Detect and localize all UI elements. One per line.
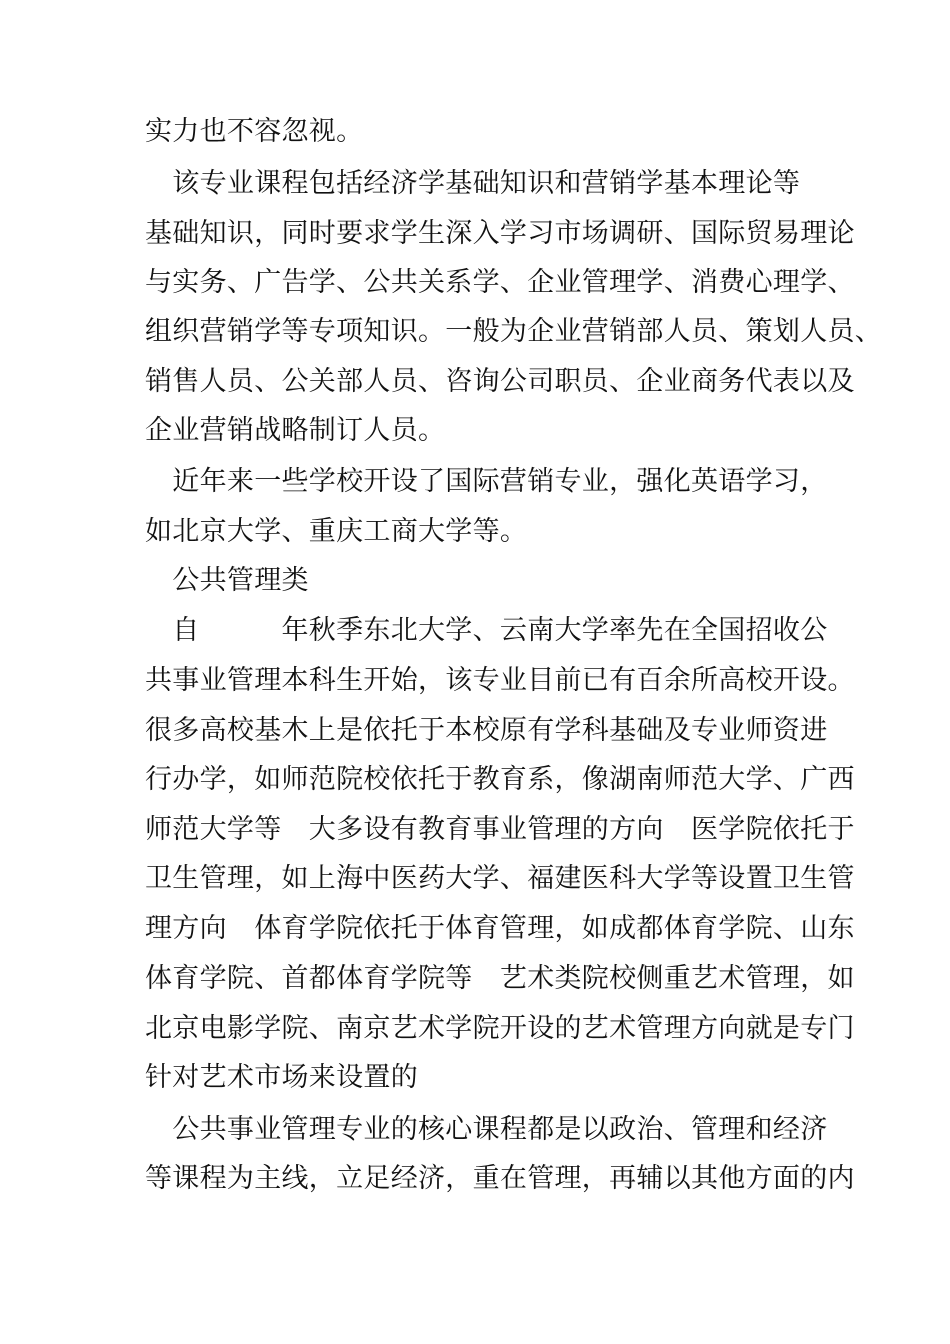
text-line: 行办学，如师范院校依托于教育系，像湖南师范大学、广西 bbox=[145, 764, 855, 795]
text-line: 公共事业管理专业的核心课程都是以政治、管理和经济 bbox=[145, 1114, 828, 1145]
text-line: 北京电影学院、南京艺术学院开设的艺术管理方向就是专门 bbox=[145, 1013, 855, 1044]
text-line: 共事业管理本科生开始，该专业目前已有百余所高校开设。 bbox=[145, 665, 855, 696]
text-line: 自 年秋季东北大学、云南大学率先在全国招收公 bbox=[145, 615, 828, 646]
section-heading: 公共管理类 bbox=[145, 565, 309, 596]
text-line: 组织营销学等专项知识。一般为企业营销部人员、策划人员、 bbox=[145, 316, 883, 347]
text-line: 实力也不容忽视。 bbox=[145, 116, 364, 147]
text-line: 很多高校基木上是依托于本校原有学科基础及专业师资进 bbox=[145, 715, 828, 746]
text-line: 与实务、广告学、公共关系学、企业管理学、消费心理学、 bbox=[145, 267, 855, 298]
text-line: 体育学院、首都体育学院等 艺术类院校侧重艺术管理，如 bbox=[145, 963, 855, 994]
text-line: 近年来一些学校开设了国际营销专业，强化英语学习， bbox=[145, 466, 828, 497]
text-line: 该专业课程包括经济学基础知识和营销学基本理论等 bbox=[145, 168, 801, 199]
text-line: 卫生管理，如上海中医药大学、福建医科大学等设置卫生管 bbox=[145, 863, 855, 894]
text-line: 师范大学等 大多设有教育事业管理的方向 医学院依托于 bbox=[145, 814, 855, 845]
text-line: 等课程为主线，立足经济，重在管理，再辅以其他方面的内 bbox=[145, 1163, 855, 1194]
text-line: 销售人员、公关部人员、咨询公司职员、企业商务代表以及 bbox=[145, 366, 855, 397]
text-line: 针对艺术市场来设置的 bbox=[145, 1062, 418, 1093]
text-line: 企业营销战略制订人员。 bbox=[145, 415, 446, 446]
text-line: 基础知识，同时要求学生深入学习市场调研、国际贸易理论 bbox=[145, 218, 855, 249]
text-line: 理方向 体育学院依托于体育管理，如成都体育学院、山东 bbox=[145, 913, 855, 944]
text-line: 如北京大学、重庆工商大学等。 bbox=[145, 516, 528, 547]
